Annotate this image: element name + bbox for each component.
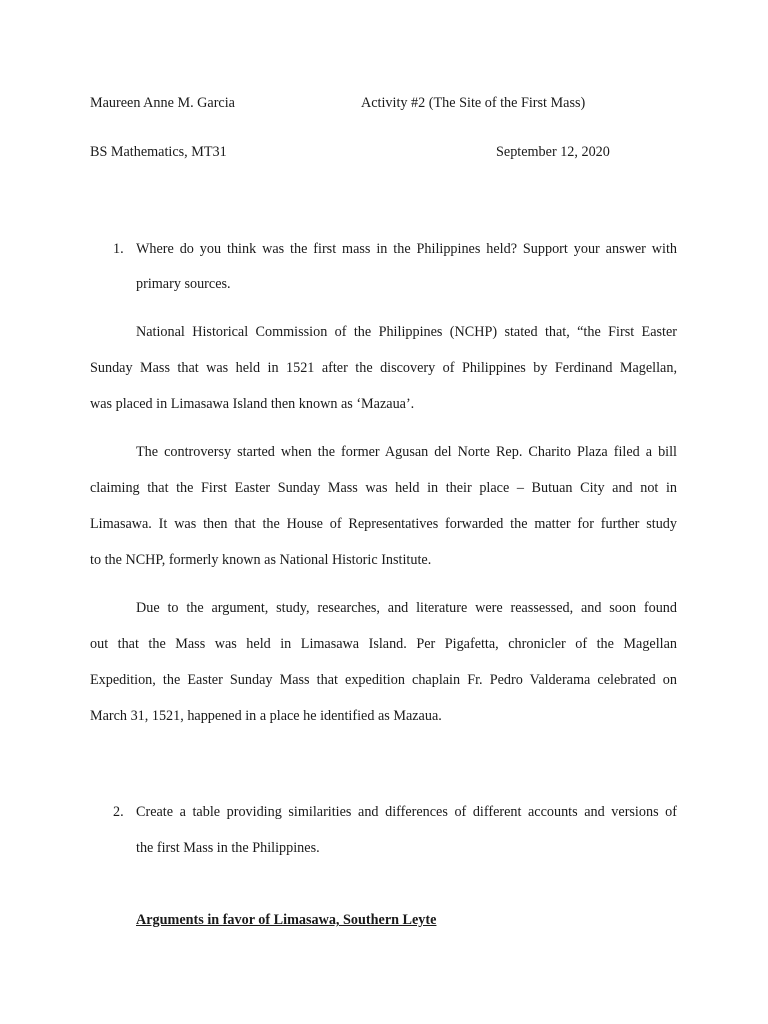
question-1-number: 1. bbox=[113, 241, 124, 257]
submission-date: September 12, 2020 bbox=[496, 144, 610, 160]
paragraph-2-line-3: Limasawa. It was then that the House of Representatives forwarded the matter for further study bbox=[90, 516, 677, 532]
paragraph-3-line-2: out that the Mass was held in Limasawa Island. Per Pigafetta, chronicler of the Magellan bbox=[90, 636, 677, 652]
student-name: Maureen Anne M. Garcia bbox=[90, 95, 235, 111]
question-2-line-2: the first Mass in the Philippines. bbox=[136, 840, 320, 856]
activity-title: Activity #2 (The Site of the First Mass) bbox=[361, 95, 586, 111]
paragraph-3-line-1: Due to the argument, study, researches, and literature were reassessed, and soon found bbox=[136, 600, 677, 616]
section-heading: Arguments in favor of Limasawa, Southern Leyte bbox=[136, 912, 437, 928]
paragraph-1-line-1: National Historical Commission of the Philippines (NCHP) stated that, “the First Easter bbox=[136, 324, 677, 340]
paragraph-1-line-2: Sunday Mass that was held in 1521 after the discovery of Philippines by Ferdinand Magellan, bbox=[90, 360, 677, 376]
question-2-line-1: Create a table providing similarities and differences of different accounts and versions of bbox=[136, 804, 677, 820]
question-1-line-1: Where do you think was the first mass in the Philippines held? Support your answer with bbox=[136, 241, 677, 257]
paragraph-2-line-2: claiming that the First Easter Sunday Mass was held in their place – Butuan City and not in bbox=[90, 480, 677, 496]
paragraph-2-line-1: The controversy started when the former Agusan del Norte Rep. Charito Plaza filed a bill bbox=[136, 444, 677, 460]
paragraph-3-line-3: Expedition, the Easter Sunday Mass that expedition chaplain Fr. Pedro Valderama celebrated on bbox=[90, 672, 677, 688]
paragraph-1-line-3: was placed in Limasawa Island then known as ‘Mazaua’. bbox=[90, 396, 415, 412]
question-1-line-2: primary sources. bbox=[136, 276, 231, 292]
course-section: BS Mathematics, MT31 bbox=[90, 144, 227, 160]
paragraph-3-line-4: March 31, 1521, happened in a place he identified as Mazaua. bbox=[90, 708, 442, 724]
question-2-number: 2. bbox=[113, 804, 124, 820]
paragraph-2-line-4: to the NCHP, formerly known as National Historic Institute. bbox=[90, 552, 432, 568]
